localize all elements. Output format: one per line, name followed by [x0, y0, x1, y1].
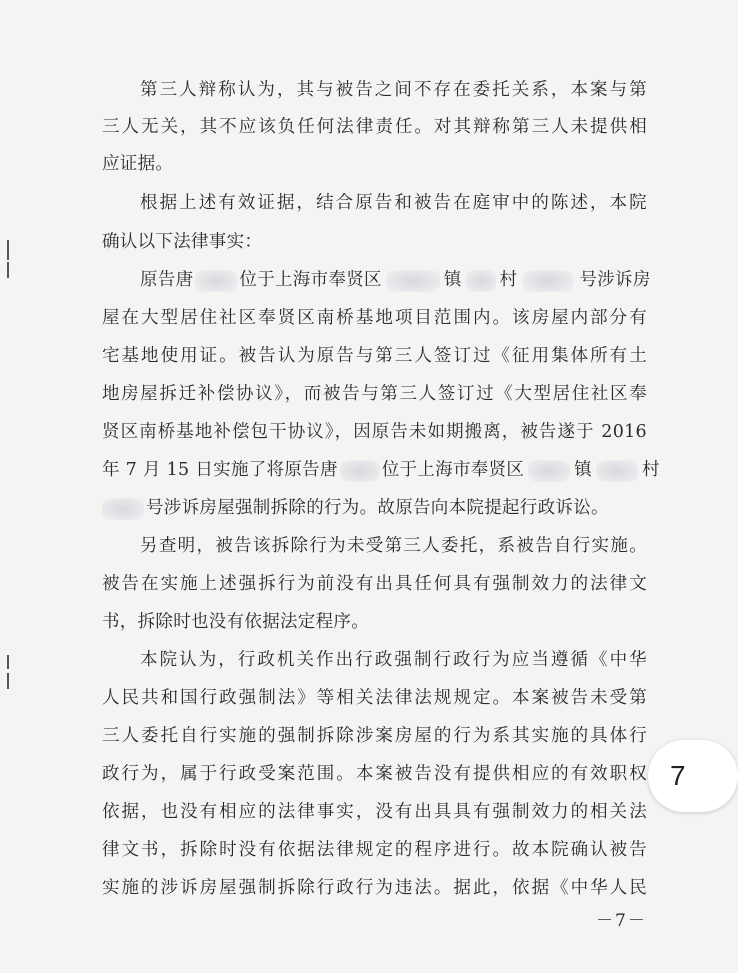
text-line: 另查明，被告该拆除行为未受第三人委托，系被告自行实施。	[140, 536, 647, 556]
page-number: －7－	[596, 911, 647, 931]
page-indicator-badge[interactable]	[648, 740, 738, 812]
text-line: 三人委托自行实施的强制拆除涉案房屋的行为系其实施的具体行	[102, 726, 647, 746]
text-line: 人民共和国行政强制法》等相关法律法规规定。本案被告未受第	[102, 688, 647, 708]
text-line: 地房屋拆迁补偿协议》，而被告与第三人签订过《大型居住社区奉	[102, 384, 647, 404]
redaction-mark	[528, 460, 570, 482]
redaction-mark	[523, 270, 573, 292]
redaction-mark	[596, 460, 638, 482]
text-line: 根据上述有效证据，结合原告和被告在庭审中的陈述，本院	[140, 193, 647, 213]
redaction-mark	[102, 498, 144, 520]
text-line: 贤区南桥基地补偿包干协议》，因原告未如期搬离，被告遂于 2016	[102, 422, 647, 442]
text-segment: 年 7 月 15 日实施了将原告唐	[102, 460, 338, 480]
text-line: 被告在实施上述强拆行为前没有出具任何具有强制效力的法律文	[102, 574, 647, 594]
text-segment: 号涉诉房屋强制拆除的行为。故原告向本院提起行政诉讼。	[146, 498, 609, 518]
text-segment: 原告唐	[140, 270, 194, 290]
text-segment: 村	[499, 270, 518, 290]
text-line: 律文书，拆除时没有依据法律规定的程序进行。故本院确认被告	[102, 840, 647, 860]
binding-mark	[7, 673, 9, 689]
text-line: 确认以下法律事实：	[102, 232, 263, 252]
binding-mark	[7, 262, 9, 278]
text-line: 本院认为，行政机关作出行政强制行政行为应当遵循《中华	[140, 650, 647, 670]
text-line: 依据，也没有相应的法律事实，没有出具具有强制效力的相关法	[102, 802, 647, 822]
text-line: 应证据。	[102, 154, 174, 174]
binding-mark	[7, 240, 9, 260]
redaction-mark	[195, 270, 237, 292]
text-line: 第三人辩称认为，其与被告之间不存在委托关系，本案与第	[140, 80, 647, 100]
text-segment: 号涉诉房	[579, 270, 651, 290]
text-line: 三人无关，其不应该负任何法律责任。对其辩称第三人未提供相	[102, 117, 647, 137]
binding-mark	[7, 655, 9, 669]
page-indicator-label: 7	[670, 760, 686, 791]
text-line	[140, 268, 651, 292]
text-line: 屋在大型居住社区奉贤区南桥基地项目范围内。该房屋内部分有	[102, 308, 647, 328]
text-line: 实施的涉诉房屋强制拆除行政行为违法。据此，依据《中华人民	[102, 878, 647, 898]
text-segment: 镇	[443, 270, 462, 290]
text-line	[102, 458, 660, 482]
text-line: 宅基地使用证。被告认为原告与第三人签订过《征用集体所有土	[102, 346, 647, 366]
redaction-mark	[340, 460, 380, 482]
text-line: 书，拆除时也没有依据法定程序。	[102, 612, 369, 632]
text-segment: 位于上海市奉贤区	[381, 460, 525, 480]
text-segment: 村	[641, 460, 660, 480]
redaction-mark	[386, 270, 440, 292]
text-line: 政行为，属于行政受案范围。本案被告没有提供相应的有效职权	[102, 764, 647, 784]
text-line	[102, 496, 647, 520]
redaction-mark	[466, 270, 496, 292]
text-segment: 镇	[574, 460, 592, 480]
text-segment: 位于上海市奉贤区	[239, 270, 382, 290]
